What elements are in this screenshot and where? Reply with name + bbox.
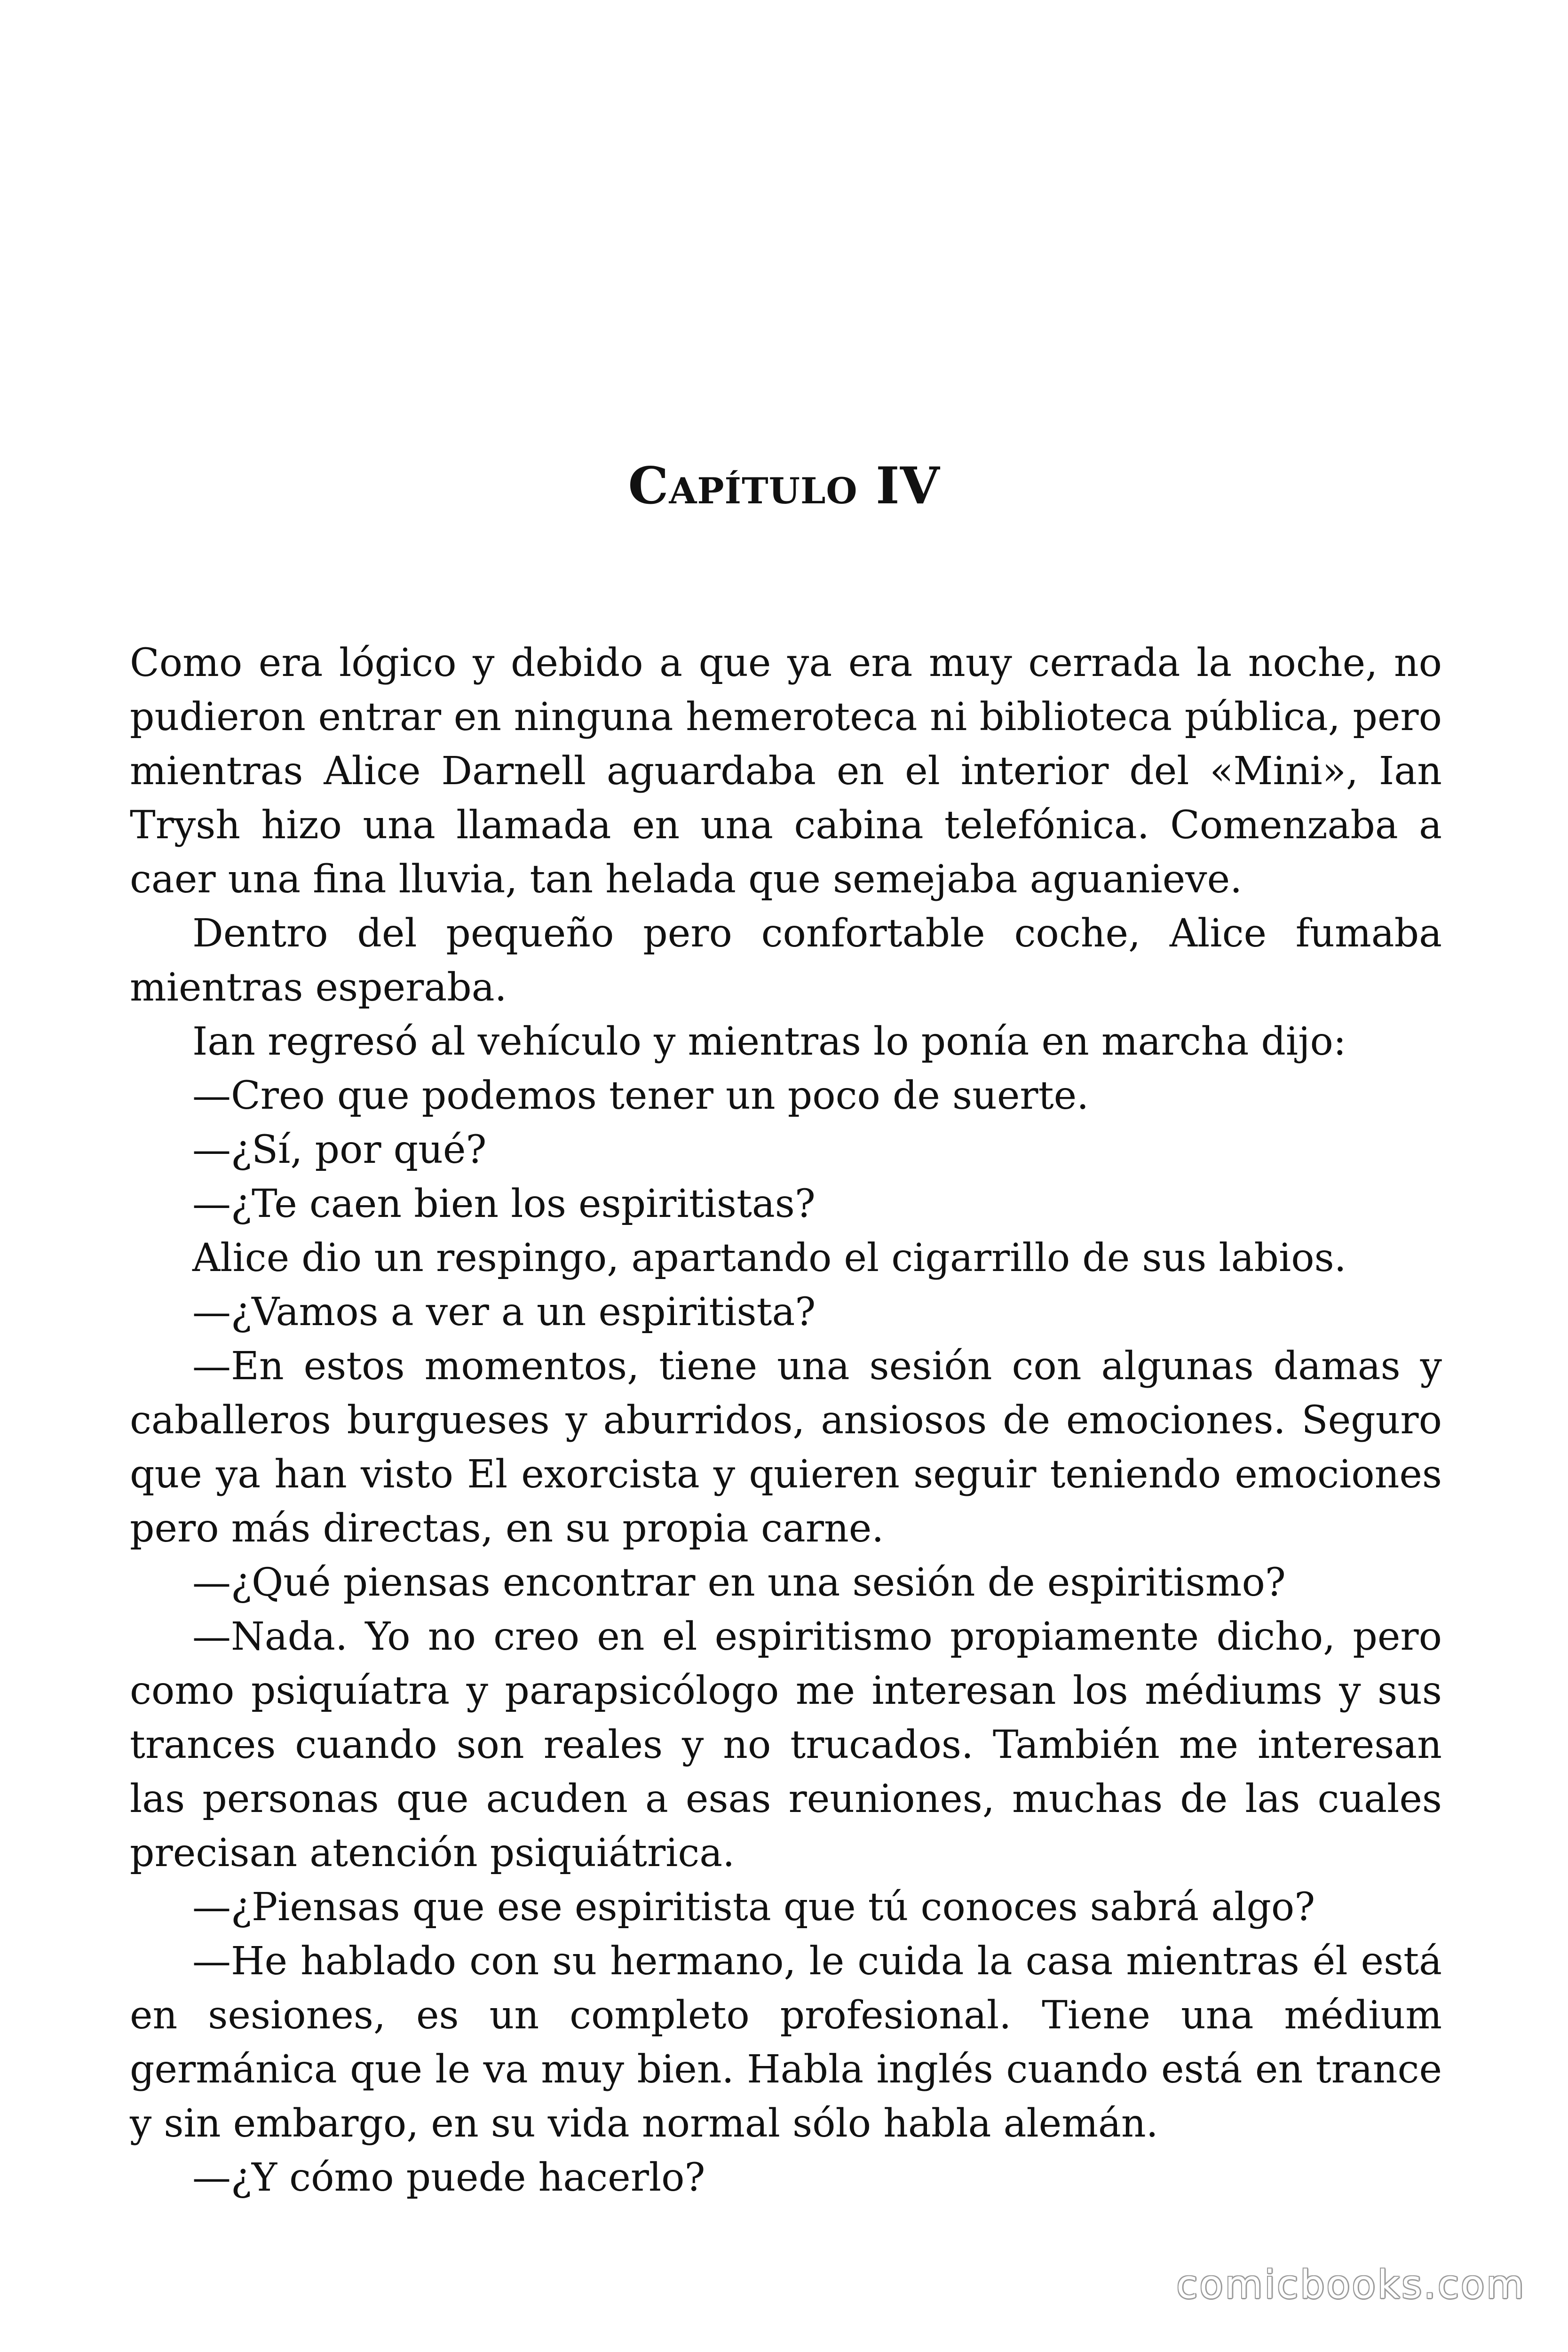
chapter-body (130, 636, 1442, 2205)
dialogue-line: —¿Sí, por qué? (192, 1128, 487, 1172)
dialogue-line: —¿Qué piensas encontrar en una sesión de espiritismo? (192, 1560, 1286, 1605)
dialogue-line: —¿Te caen bien los espiritistas? (192, 1182, 816, 1226)
dialogue-line: —En estos momentos, tiene una sesión con algunas damas y caballeros burgueses y aburridos, ansiosos de emociones. Seguro que ya han visto El exorcista y quieren seguir teniendo emociones pero más directas, en su propia carne. (130, 1344, 1442, 1551)
dialogue-line: —He hablado con su hermano, le cuida la casa mientras él está en sesiones, es un completo profesional. Tiene una médium germánica que le va muy bien. Habla inglés cuando está en trance y sin embargo, en su vida normal sólo habla alemán. (130, 1939, 1442, 2146)
dialogue-line: —Nada. Yo no creo en el espiritismo propiamente dicho, pero como psiquíatra y parapsicólogo me interesan los médiums y sus trances cuando son reales y no trucados. También me interesan las personas que acuden a esas reuniones, muchas de las cuales precisan atención psiquiátrica. (130, 1614, 1442, 1875)
paragraph: Ian regresó al vehículo y mientras lo ponía en marcha dijo: (192, 1019, 1346, 1064)
dialogue-line: —¿Vamos a ver a un espiritista? (192, 1290, 816, 1335)
paragraph: Como era lógico y debido a que ya era muy cerrada la noche, no pudieron entrar en ninguna hemeroteca ni biblioteca pública, pero mientras Alice Darnell aguardaba en el interior del «Mini», Ian Trysh hizo una llamada en una cabina telefónica. Comenzaba a caer una fina lluvia, tan helada que semejaba aguanieve. (130, 641, 1442, 902)
dialogue-line: —Creo que podemos tener un poco de suerte. (192, 1073, 1089, 1118)
dialogue-line: —¿Piensas que ese espiritista que tú conoces sabrá algo? (192, 1885, 1315, 1930)
watermark: comicbooks.com (1176, 2263, 1526, 2307)
paragraph: Alice dio un respingo, apartando el cigarrillo de sus labios. (192, 1236, 1346, 1280)
paragraph: Dentro del pequeño pero confortable coche, Alice fumaba mientras esperaba. (130, 911, 1442, 1010)
chapter-title: Capítulo IV (628, 456, 940, 516)
dialogue-line: —¿Y cómo puede hacerlo? (192, 2155, 705, 2200)
